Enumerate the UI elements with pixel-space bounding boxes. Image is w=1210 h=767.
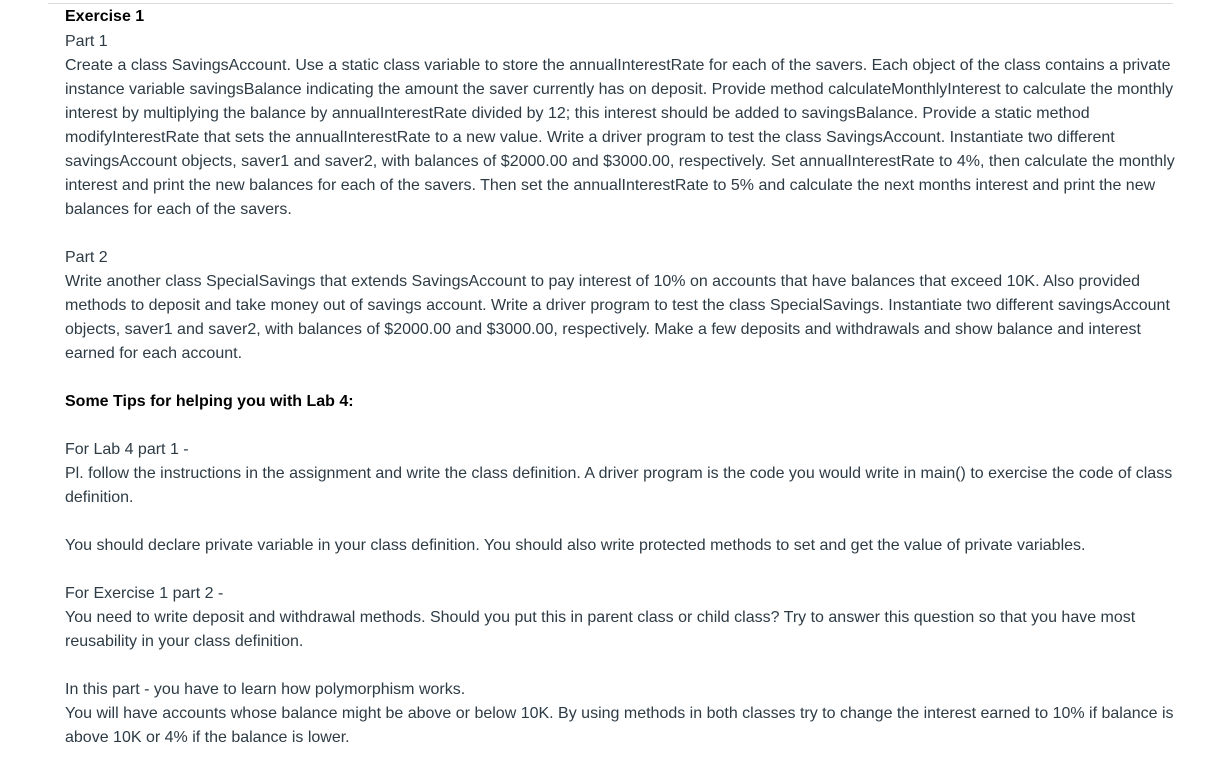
exercise1-part2-body: You need to write deposit and withdrawal methods. Should you put this in parent class or child class? Try to answer this question so that you have most reusability in your class definition. [65, 609, 1136, 650]
top-divider [48, 3, 1173, 4]
polymorphism-intro: In this part - you have to learn how polymorphism works. [65, 681, 466, 698]
exercise-title: Exercise 1 [65, 8, 145, 25]
spacer [65, 366, 1180, 390]
lab4-part1-body: Pl. follow the instructions in the assignment and write the class definition. A driver program is the code you would write in main() to exercise the code of class definition. [65, 465, 1173, 506]
spacer [65, 414, 1180, 438]
spacer [65, 510, 1180, 534]
part2-label: Part 2 [65, 249, 108, 266]
spacer [65, 558, 1180, 582]
polymorphism-body: You will have accounts whose balance might be above or below 10K. By using methods in both classes try to change the interest earned to 10% if balance is above 10K or 4% if the balance is lower. [65, 705, 1174, 746]
tips-heading: Some Tips for helping you with Lab 4: [65, 393, 354, 410]
part1-body: Create a class SavingsAccount. Use a static class variable to store the annualInterestRate for each of the savers. Each object of the class contains a private instance variable savingsBalance indicating the amount the saver currently has on deposit. Provide method calculateMonthlyInterest to calculate the monthly interest by multiplying the balance by annualInterestRate divided by 12; this interest should be added to savingsBalance. Provide a static method modifyInterestRate that sets the annualInterestRate to a new value. Write a driver program to test the class SavingsAccount. Instantiate two different savingsAccount objects, saver1 and saver2, with balances of $2000.00 and $3000.00, respectively. Set annualInterestRate to 4%, then calculate the monthly interest and print the new balances for each of the savers. Then set the annualInterestRate to 5% and calculate the next months interest and print the new balances for each of the savers. [65, 57, 1175, 218]
part2-body: Write another class SpecialSavings that extends SavingsAccount to pay interest of 10% on accounts that have balances that exceed 10K. Also provided methods to deposit and take money out of savings account. Write a driver program to test the class SpecialSavings. Instantiate two different savingsAccount objects, saver1 and saver2, with balances of $2000.00 and $3000.00, respectively. Make a few deposits and withdrawals and show balance and interest earned for each account. [65, 273, 1170, 362]
assignment-content [65, 8, 1180, 750]
spacer [65, 654, 1180, 678]
spacer [65, 222, 1180, 246]
exercise1-part2-label: For Exercise 1 part 2 - [65, 585, 224, 602]
private-variables-tip: You should declare private variable in your class definition. You should also write protected methods to set and get the value of private variables. [65, 537, 1086, 554]
part1-label: Part 1 [65, 33, 108, 50]
lab4-part1-label: For Lab 4 part 1 - [65, 441, 189, 458]
